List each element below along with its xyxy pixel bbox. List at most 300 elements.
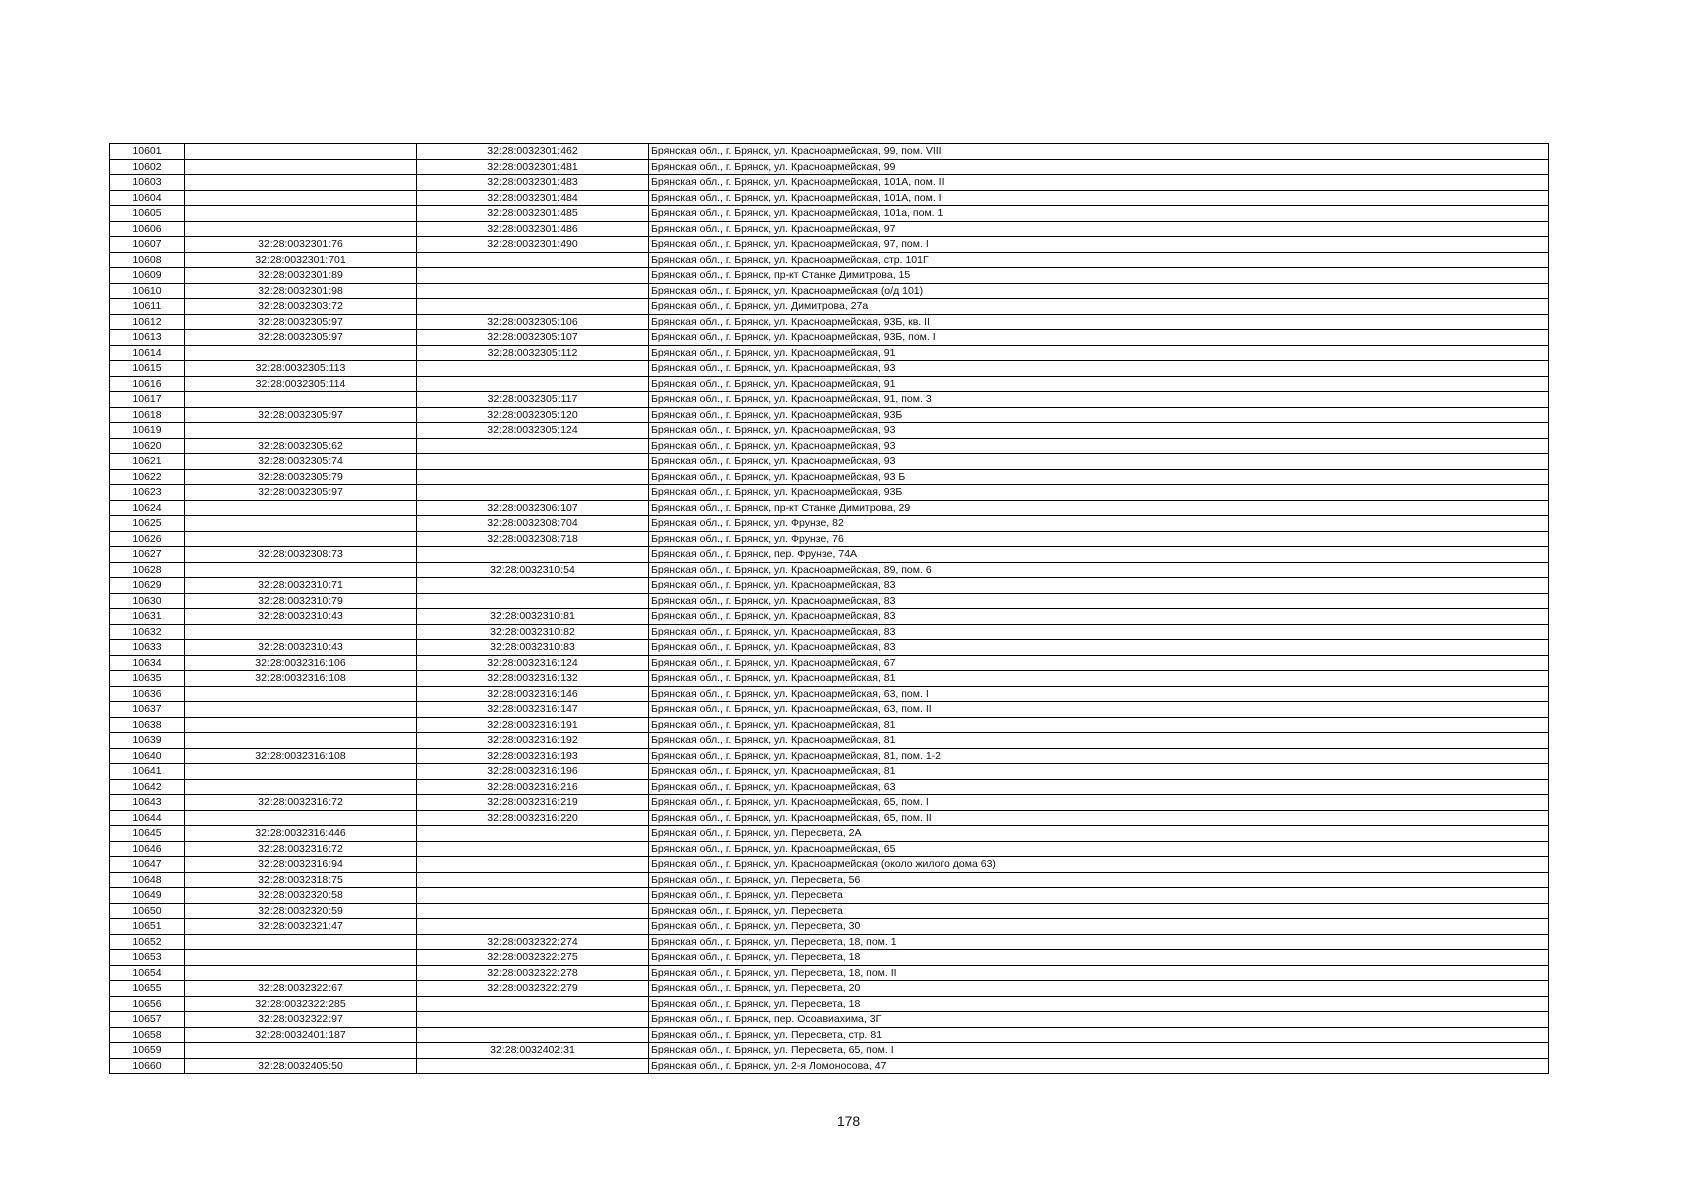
address-cell: Брянская обл., г. Брянск, ул. Пересвета, 2А bbox=[649, 826, 1549, 842]
address-cell: Брянская обл., г. Брянск, ул. Пересвета, 30 bbox=[649, 919, 1549, 935]
row-number-cell: 10634 bbox=[110, 655, 185, 671]
address-cell: Брянская обл., г. Брянск, ул. Пересвета, 18, пом. 1 bbox=[649, 934, 1549, 950]
address-cell: Брянская обл., г. Брянск, ул. Красноармейская, 91 bbox=[649, 345, 1549, 361]
address-cell: Брянская обл., г. Брянск, ул. Красноармейская (около жилого дома 63) bbox=[649, 857, 1549, 873]
table-row bbox=[110, 531, 1549, 547]
table-row bbox=[110, 857, 1549, 873]
row-number-cell: 10631 bbox=[110, 609, 185, 625]
row-number-cell: 10609 bbox=[110, 268, 185, 284]
table-row bbox=[110, 888, 1549, 904]
row-number-cell: 10612 bbox=[110, 314, 185, 330]
cadastral-number-cell bbox=[417, 872, 649, 888]
cadastral-number-cell: 32:28:0032322:278 bbox=[417, 965, 649, 981]
cadastral-number-cell bbox=[417, 888, 649, 904]
table-row bbox=[110, 655, 1549, 671]
row-number-cell: 10606 bbox=[110, 221, 185, 237]
address-cell: Брянская обл., г. Брянск, ул. Красноармейская, 93 bbox=[649, 438, 1549, 454]
address-cell: Брянская обл., г. Брянск, ул. Красноармейская, 101а, пом. 1 bbox=[649, 206, 1549, 222]
table-row bbox=[110, 299, 1549, 315]
cadastral-number-cell bbox=[417, 1012, 649, 1028]
table-row bbox=[110, 810, 1549, 826]
row-number-cell: 10616 bbox=[110, 376, 185, 392]
address-cell: Брянская обл., г. Брянск, ул. Красноармейская, 63, пом. II bbox=[649, 702, 1549, 718]
address-cell: Брянская обл., г. Брянск, ул. Красноармейская (о/д 101) bbox=[649, 283, 1549, 299]
table-row bbox=[110, 934, 1549, 950]
address-cell: Брянская обл., г. Брянск, ул. Красноармейская, 83 bbox=[649, 609, 1549, 625]
table-row bbox=[110, 361, 1549, 377]
cadastral-number-cell bbox=[417, 996, 649, 1012]
cadastral-number-cell: 32:28:0032305:97 bbox=[185, 330, 417, 346]
cadastral-number-cell bbox=[417, 361, 649, 377]
cadastral-number-cell: 32:28:0032305:124 bbox=[417, 423, 649, 439]
cadastral-number-cell bbox=[417, 547, 649, 563]
address-cell: Брянская обл., г. Брянск, ул. Фрунзе, 82 bbox=[649, 516, 1549, 532]
table-row bbox=[110, 919, 1549, 935]
row-number-cell: 10624 bbox=[110, 500, 185, 516]
cadastral-number-cell: 32:28:0032316:72 bbox=[185, 795, 417, 811]
cadastral-number-cell bbox=[417, 593, 649, 609]
table-row bbox=[110, 996, 1549, 1012]
address-cell: Брянская обл., г. Брянск, ул. Красноармейская, 81, пом. 1-2 bbox=[649, 748, 1549, 764]
cadastral-number-cell: 32:28:0032305:117 bbox=[417, 392, 649, 408]
cadastral-number-cell: 32:28:0032321:47 bbox=[185, 919, 417, 935]
cadastral-number-cell: 32:28:0032305:112 bbox=[417, 345, 649, 361]
table-row bbox=[110, 593, 1549, 609]
row-number-cell: 10660 bbox=[110, 1058, 185, 1074]
cadastral-number-cell: 32:28:0032301:490 bbox=[417, 237, 649, 253]
table-row bbox=[110, 392, 1549, 408]
cadastral-number-cell: 32:28:0032310:79 bbox=[185, 593, 417, 609]
row-number-cell: 10647 bbox=[110, 857, 185, 873]
row-number-cell: 10618 bbox=[110, 407, 185, 423]
cadastral-number-cell: 32:28:0032310:83 bbox=[417, 640, 649, 656]
row-number-cell: 10621 bbox=[110, 454, 185, 470]
address-cell: Брянская обл., г. Брянск, ул. Красноармейская, 93Б, пом. I bbox=[649, 330, 1549, 346]
row-number-cell: 10623 bbox=[110, 485, 185, 501]
cadastral-number-cell bbox=[185, 1043, 417, 1059]
row-number-cell: 10656 bbox=[110, 996, 185, 1012]
cadastral-number-cell bbox=[185, 810, 417, 826]
cadastral-number-cell: 32:28:0032316:220 bbox=[417, 810, 649, 826]
address-cell: Брянская обл., г. Брянск, ул. Красноармейская, 97, пом. I bbox=[649, 237, 1549, 253]
cadastral-number-cell: 32:28:0032322:285 bbox=[185, 996, 417, 1012]
address-cell: Брянская обл., г. Брянск, ул. Димитрова, 27а bbox=[649, 299, 1549, 315]
address-cell: Брянская обл., г. Брянск, ул. Красноармейская, 83 bbox=[649, 624, 1549, 640]
address-cell: Брянская обл., г. Брянск, ул. Красноармейская, стр. 101Г bbox=[649, 252, 1549, 268]
cadastral-number-cell: 32:28:0032301:481 bbox=[417, 159, 649, 175]
cadastral-number-cell: 32:28:0032322:274 bbox=[417, 934, 649, 950]
cadastral-number-cell: 32:28:0032320:59 bbox=[185, 903, 417, 919]
cadastral-number-cell bbox=[417, 376, 649, 392]
row-number-cell: 10654 bbox=[110, 965, 185, 981]
address-cell: Брянская обл., г. Брянск, ул. Красноармейская, 93 bbox=[649, 454, 1549, 470]
row-number-cell: 10635 bbox=[110, 671, 185, 687]
table-row bbox=[110, 702, 1549, 718]
address-cell: Брянская обл., г. Брянск, ул. Красноармейская, 65, пом. I bbox=[649, 795, 1549, 811]
address-cell: Брянская обл., г. Брянск, ул. Пересвета, 18, пом. II bbox=[649, 965, 1549, 981]
cadastral-number-cell: 32:28:0032316:146 bbox=[417, 686, 649, 702]
cadastral-number-cell bbox=[417, 485, 649, 501]
cadastral-number-cell bbox=[185, 190, 417, 206]
cadastral-number-cell bbox=[185, 717, 417, 733]
row-number-cell: 10633 bbox=[110, 640, 185, 656]
table-row bbox=[110, 1027, 1549, 1043]
cadastral-number-cell: 32:28:0032305:62 bbox=[185, 438, 417, 454]
address-cell: Брянская обл., г. Брянск, ул. Красноармейская, 83 bbox=[649, 593, 1549, 609]
row-number-cell: 10641 bbox=[110, 764, 185, 780]
cadastral-number-cell: 32:28:0032301:89 bbox=[185, 268, 417, 284]
table-row bbox=[110, 624, 1549, 640]
registry-table bbox=[109, 143, 1549, 1074]
row-number-cell: 10603 bbox=[110, 175, 185, 191]
row-number-cell: 10651 bbox=[110, 919, 185, 935]
cadastral-number-cell: 32:28:0032305:97 bbox=[185, 407, 417, 423]
table-row bbox=[110, 1012, 1549, 1028]
table-row bbox=[110, 981, 1549, 997]
row-number-cell: 10636 bbox=[110, 686, 185, 702]
table-row bbox=[110, 175, 1549, 191]
row-number-cell: 10629 bbox=[110, 578, 185, 594]
cadastral-number-cell bbox=[185, 159, 417, 175]
cadastral-number-cell: 32:28:0032316:106 bbox=[185, 655, 417, 671]
address-cell: Брянская обл., г. Брянск, ул. Красноармейская, 63 bbox=[649, 779, 1549, 795]
address-cell: Брянская обл., г. Брянск, ул. Пересвета, стр. 81 bbox=[649, 1027, 1549, 1043]
table-row bbox=[110, 826, 1549, 842]
cadastral-number-cell: 32:28:0032316:193 bbox=[417, 748, 649, 764]
cadastral-number-cell: 32:28:0032305:114 bbox=[185, 376, 417, 392]
address-cell: Брянская обл., г. Брянск, ул. Красноармейская, 81 bbox=[649, 764, 1549, 780]
table-row bbox=[110, 1043, 1549, 1059]
address-cell: Брянская обл., г. Брянск, ул. Красноармейская, 99 bbox=[649, 159, 1549, 175]
table-row bbox=[110, 438, 1549, 454]
row-number-cell: 10608 bbox=[110, 252, 185, 268]
table-row bbox=[110, 423, 1549, 439]
row-number-cell: 10640 bbox=[110, 748, 185, 764]
table-row bbox=[110, 330, 1549, 346]
table-row bbox=[110, 407, 1549, 423]
row-number-cell: 10639 bbox=[110, 733, 185, 749]
table-row bbox=[110, 314, 1549, 330]
cadastral-number-cell bbox=[185, 206, 417, 222]
row-number-cell: 10659 bbox=[110, 1043, 185, 1059]
address-cell: Брянская обл., г. Брянск, ул. Пересвета, 18 bbox=[649, 996, 1549, 1012]
cadastral-number-cell: 32:28:0032316:108 bbox=[185, 671, 417, 687]
table-row bbox=[110, 345, 1549, 361]
table-row bbox=[110, 795, 1549, 811]
cadastral-number-cell: 32:28:0032316:192 bbox=[417, 733, 649, 749]
cadastral-number-cell: 32:28:0032318:75 bbox=[185, 872, 417, 888]
cadastral-number-cell bbox=[417, 919, 649, 935]
table-row bbox=[110, 903, 1549, 919]
cadastral-number-cell bbox=[417, 283, 649, 299]
cadastral-number-cell: 32:28:0032316:94 bbox=[185, 857, 417, 873]
cadastral-number-cell: 32:28:0032316:219 bbox=[417, 795, 649, 811]
cadastral-number-cell: 32:28:0032305:97 bbox=[185, 485, 417, 501]
table-row bbox=[110, 469, 1549, 485]
row-number-cell: 10613 bbox=[110, 330, 185, 346]
cadastral-number-cell: 32:28:0032322:275 bbox=[417, 950, 649, 966]
table-row bbox=[110, 144, 1549, 160]
row-number-cell: 10637 bbox=[110, 702, 185, 718]
cadastral-number-cell bbox=[417, 268, 649, 284]
row-number-cell: 10628 bbox=[110, 562, 185, 578]
row-number-cell: 10602 bbox=[110, 159, 185, 175]
cadastral-number-cell: 32:28:0032301:701 bbox=[185, 252, 417, 268]
cadastral-number-cell bbox=[185, 764, 417, 780]
table-row bbox=[110, 500, 1549, 516]
address-cell: Брянская обл., г. Брянск, ул. Красноармейская, 81 bbox=[649, 717, 1549, 733]
row-number-cell: 10615 bbox=[110, 361, 185, 377]
address-cell: Брянская обл., г. Брянск, ул. Красноармейская, 101А, пом. I bbox=[649, 190, 1549, 206]
cadastral-number-cell bbox=[417, 826, 649, 842]
table-row bbox=[110, 283, 1549, 299]
cadastral-number-cell bbox=[185, 531, 417, 547]
row-number-cell: 10604 bbox=[110, 190, 185, 206]
cadastral-number-cell: 32:28:0032316:191 bbox=[417, 717, 649, 733]
cadastral-number-cell: 32:28:0032306:107 bbox=[417, 500, 649, 516]
address-cell: Брянская обл., г. Брянск, ул. Красноармейская, 81 bbox=[649, 671, 1549, 687]
cadastral-number-cell: 32:28:0032316:72 bbox=[185, 841, 417, 857]
cadastral-number-cell bbox=[185, 500, 417, 516]
cadastral-number-cell bbox=[185, 221, 417, 237]
cadastral-number-cell: 32:28:0032305:74 bbox=[185, 454, 417, 470]
table-row bbox=[110, 454, 1549, 470]
address-cell: Брянская обл., г. Брянск, ул. Фрунзе, 76 bbox=[649, 531, 1549, 547]
table-row bbox=[110, 578, 1549, 594]
row-number-cell: 10605 bbox=[110, 206, 185, 222]
cadastral-number-cell: 32:28:0032310:71 bbox=[185, 578, 417, 594]
address-cell: Брянская обл., г. Брянск, ул. Красноармейская, 93Б bbox=[649, 485, 1549, 501]
table-row bbox=[110, 221, 1549, 237]
row-number-cell: 10638 bbox=[110, 717, 185, 733]
table-row bbox=[110, 1058, 1549, 1074]
cadastral-number-cell bbox=[185, 423, 417, 439]
cadastral-number-cell: 32:28:0032310:81 bbox=[417, 609, 649, 625]
cadastral-number-cell bbox=[185, 950, 417, 966]
row-number-cell: 10652 bbox=[110, 934, 185, 950]
cadastral-number-cell bbox=[185, 965, 417, 981]
cadastral-number-cell bbox=[417, 578, 649, 594]
cadastral-number-cell: 32:28:0032305:79 bbox=[185, 469, 417, 485]
table-row bbox=[110, 376, 1549, 392]
address-cell: Брянская обл., г. Брянск, ул. Пересвета bbox=[649, 903, 1549, 919]
cadastral-number-cell bbox=[185, 702, 417, 718]
address-cell: Брянская обл., г. Брянск, ул. Пересвета, 20 bbox=[649, 981, 1549, 997]
row-number-cell: 10622 bbox=[110, 469, 185, 485]
address-cell: Брянская обл., г. Брянск, ул. 2-я Ломоносова, 47 bbox=[649, 1058, 1549, 1074]
address-cell: Брянская обл., г. Брянск, ул. Красноармейская, 93 Б bbox=[649, 469, 1549, 485]
row-number-cell: 10644 bbox=[110, 810, 185, 826]
cadastral-number-cell: 32:28:0032301:485 bbox=[417, 206, 649, 222]
row-number-cell: 10632 bbox=[110, 624, 185, 640]
cadastral-number-cell bbox=[417, 1027, 649, 1043]
row-number-cell: 10620 bbox=[110, 438, 185, 454]
table-row bbox=[110, 562, 1549, 578]
row-number-cell: 10614 bbox=[110, 345, 185, 361]
cadastral-number-cell: 32:28:0032316:196 bbox=[417, 764, 649, 780]
cadastral-number-cell: 32:28:0032310:43 bbox=[185, 609, 417, 625]
address-cell: Брянская обл., г. Брянск, ул. Пересвета, 56 bbox=[649, 872, 1549, 888]
cadastral-number-cell: 32:28:0032320:58 bbox=[185, 888, 417, 904]
address-cell: Брянская обл., г. Брянск, ул. Красноармейская, 89, пом. 6 bbox=[649, 562, 1549, 578]
table-row bbox=[110, 872, 1549, 888]
cadastral-number-cell: 32:28:0032322:67 bbox=[185, 981, 417, 997]
row-number-cell: 10626 bbox=[110, 531, 185, 547]
address-cell: Брянская обл., г. Брянск, ул. Красноармейская, 67 bbox=[649, 655, 1549, 671]
row-number-cell: 10610 bbox=[110, 283, 185, 299]
cadastral-number-cell: 32:28:0032310:82 bbox=[417, 624, 649, 640]
table-row bbox=[110, 748, 1549, 764]
row-number-cell: 10611 bbox=[110, 299, 185, 315]
table-row bbox=[110, 764, 1549, 780]
cadastral-number-cell bbox=[417, 857, 649, 873]
row-number-cell: 10657 bbox=[110, 1012, 185, 1028]
address-cell: Брянская обл., г. Брянск, ул. Красноармейская, 63, пом. I bbox=[649, 686, 1549, 702]
cadastral-number-cell bbox=[417, 469, 649, 485]
cadastral-number-cell: 32:28:0032322:97 bbox=[185, 1012, 417, 1028]
row-number-cell: 10658 bbox=[110, 1027, 185, 1043]
cadastral-number-cell: 32:28:0032316:446 bbox=[185, 826, 417, 842]
address-cell: Брянская обл., г. Брянск, ул. Пересвета, 18 bbox=[649, 950, 1549, 966]
table-row bbox=[110, 609, 1549, 625]
row-number-cell: 10650 bbox=[110, 903, 185, 919]
address-cell: Брянская обл., г. Брянск, ул. Красноармейская, 93 bbox=[649, 361, 1549, 377]
row-number-cell: 10648 bbox=[110, 872, 185, 888]
address-cell: Брянская обл., г. Брянск, пер. Осоавиахима, 3Г bbox=[649, 1012, 1549, 1028]
cadastral-number-cell bbox=[185, 345, 417, 361]
row-number-cell: 10643 bbox=[110, 795, 185, 811]
cadastral-number-cell: 32:28:0032305:97 bbox=[185, 314, 417, 330]
cadastral-number-cell bbox=[417, 1058, 649, 1074]
row-number-cell: 10655 bbox=[110, 981, 185, 997]
address-cell: Брянская обл., г. Брянск, ул. Красноармейская, 91 bbox=[649, 376, 1549, 392]
address-cell: Брянская обл., г. Брянск, ул. Пересвета bbox=[649, 888, 1549, 904]
row-number-cell: 10646 bbox=[110, 841, 185, 857]
table-row bbox=[110, 190, 1549, 206]
cadastral-number-cell bbox=[417, 252, 649, 268]
table-row bbox=[110, 717, 1549, 733]
cadastral-number-cell: 32:28:0032316:124 bbox=[417, 655, 649, 671]
row-number-cell: 10642 bbox=[110, 779, 185, 795]
address-cell: Брянская обл., г. Брянск, ул. Красноармейская, 93Б bbox=[649, 407, 1549, 423]
table-row bbox=[110, 779, 1549, 795]
address-cell: Брянская обл., г. Брянск, пер. Фрунзе, 74А bbox=[649, 547, 1549, 563]
address-cell: Брянская обл., г. Брянск, ул. Красноармейская, 93Б, кв. II bbox=[649, 314, 1549, 330]
cadastral-number-cell: 32:28:0032308:718 bbox=[417, 531, 649, 547]
address-cell: Брянская обл., г. Брянск, ул. Красноармейская, 97 bbox=[649, 221, 1549, 237]
cadastral-number-cell bbox=[417, 454, 649, 470]
row-number-cell: 10649 bbox=[110, 888, 185, 904]
cadastral-number-cell bbox=[417, 841, 649, 857]
cadastral-number-cell bbox=[185, 934, 417, 950]
table-row bbox=[110, 485, 1549, 501]
table-row bbox=[110, 950, 1549, 966]
row-number-cell: 10619 bbox=[110, 423, 185, 439]
cadastral-number-cell: 32:28:0032310:43 bbox=[185, 640, 417, 656]
cadastral-number-cell: 32:28:0032405:50 bbox=[185, 1058, 417, 1074]
cadastral-number-cell: 32:28:0032316:132 bbox=[417, 671, 649, 687]
address-cell: Брянская обл., г. Брянск, ул. Красноармейская, 65 bbox=[649, 841, 1549, 857]
cadastral-number-cell: 32:28:0032305:106 bbox=[417, 314, 649, 330]
table-row bbox=[110, 206, 1549, 222]
cadastral-number-cell: 32:28:0032305:107 bbox=[417, 330, 649, 346]
table-row bbox=[110, 547, 1549, 563]
cadastral-number-cell bbox=[185, 686, 417, 702]
cadastral-number-cell: 32:28:0032401:187 bbox=[185, 1027, 417, 1043]
row-number-cell: 10625 bbox=[110, 516, 185, 532]
address-cell: Брянская обл., г. Брянск, ул. Красноармейская, 93 bbox=[649, 423, 1549, 439]
table-row bbox=[110, 516, 1549, 532]
registry-table-body bbox=[110, 144, 1549, 1074]
cadastral-number-cell: 32:28:0032305:120 bbox=[417, 407, 649, 423]
row-number-cell: 10653 bbox=[110, 950, 185, 966]
row-number-cell: 10627 bbox=[110, 547, 185, 563]
row-number-cell: 10607 bbox=[110, 237, 185, 253]
cadastral-number-cell: 32:28:0032308:704 bbox=[417, 516, 649, 532]
cadastral-number-cell bbox=[185, 144, 417, 160]
cadastral-number-cell: 32:28:0032301:486 bbox=[417, 221, 649, 237]
cadastral-number-cell bbox=[185, 392, 417, 408]
cadastral-number-cell: 32:28:0032303:72 bbox=[185, 299, 417, 315]
table-row bbox=[110, 252, 1549, 268]
address-cell: Брянская обл., г. Брянск, ул. Красноармейская, 81 bbox=[649, 733, 1549, 749]
row-number-cell: 10601 bbox=[110, 144, 185, 160]
cadastral-number-cell bbox=[185, 562, 417, 578]
cadastral-number-cell bbox=[417, 903, 649, 919]
table-row bbox=[110, 841, 1549, 857]
cadastral-number-cell: 32:28:0032316:216 bbox=[417, 779, 649, 795]
address-cell: Брянская обл., г. Брянск, ул. Красноармейская, 99, пом. VIII bbox=[649, 144, 1549, 160]
address-cell: Брянская обл., г. Брянск, ул. Красноармейская, 65, пом. II bbox=[649, 810, 1549, 826]
table-row bbox=[110, 671, 1549, 687]
table-row bbox=[110, 965, 1549, 981]
address-cell: Брянская обл., г. Брянск, пр-кт Станке Димитрова, 29 bbox=[649, 500, 1549, 516]
address-cell: Брянская обл., г. Брянск, ул. Красноармейская, 83 bbox=[649, 640, 1549, 656]
cadastral-number-cell: 32:28:0032301:483 bbox=[417, 175, 649, 191]
cadastral-number-cell: 32:28:0032310:54 bbox=[417, 562, 649, 578]
cadastral-number-cell: 32:28:0032301:76 bbox=[185, 237, 417, 253]
cadastral-number-cell: 32:28:0032316:147 bbox=[417, 702, 649, 718]
cadastral-number-cell: 32:28:0032301:98 bbox=[185, 283, 417, 299]
row-number-cell: 10630 bbox=[110, 593, 185, 609]
cadastral-number-cell: 32:28:0032305:113 bbox=[185, 361, 417, 377]
row-number-cell: 10645 bbox=[110, 826, 185, 842]
cadastral-number-cell bbox=[185, 516, 417, 532]
cadastral-number-cell bbox=[417, 438, 649, 454]
cadastral-number-cell bbox=[417, 299, 649, 315]
cadastral-number-cell: 32:28:0032308:73 bbox=[185, 547, 417, 563]
cadastral-number-cell bbox=[185, 733, 417, 749]
table-row bbox=[110, 640, 1549, 656]
cadastral-number-cell: 32:28:0032322:279 bbox=[417, 981, 649, 997]
cadastral-number-cell bbox=[185, 175, 417, 191]
cadastral-number-cell bbox=[185, 624, 417, 640]
cadastral-number-cell: 32:28:0032316:108 bbox=[185, 748, 417, 764]
cadastral-number-cell: 32:28:0032301:462 bbox=[417, 144, 649, 160]
address-cell: Брянская обл., г. Брянск, ул. Красноармейская, 83 bbox=[649, 578, 1549, 594]
address-cell: Брянская обл., г. Брянск, пр-кт Станке Димитрова, 15 bbox=[649, 268, 1549, 284]
cadastral-number-cell bbox=[185, 779, 417, 795]
table-row bbox=[110, 237, 1549, 253]
table-row bbox=[110, 268, 1549, 284]
table-row bbox=[110, 733, 1549, 749]
row-number-cell: 10617 bbox=[110, 392, 185, 408]
table-row bbox=[110, 159, 1549, 175]
table-row bbox=[110, 686, 1549, 702]
page-number: 178 bbox=[836, 1113, 861, 1129]
address-cell: Брянская обл., г. Брянск, ул. Пересвета, 65, пом. I bbox=[649, 1043, 1549, 1059]
cadastral-number-cell: 32:28:0032301:484 bbox=[417, 190, 649, 206]
